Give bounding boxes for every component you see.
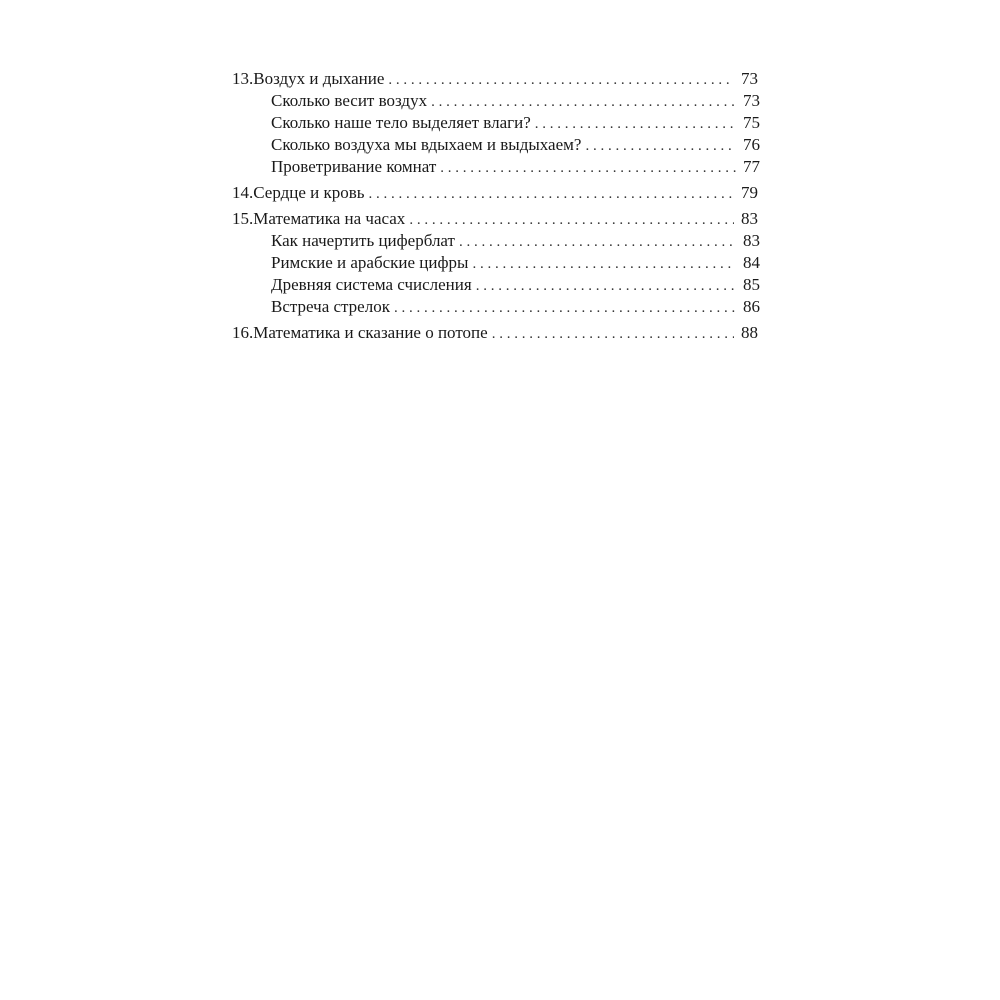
toc-entry[interactable] (232, 208, 760, 230)
page-number: 83 (741, 209, 758, 228)
dot-leader (535, 113, 736, 135)
toc-chapter-14 (232, 182, 760, 204)
section-title: Римские и арабские цифры (271, 253, 469, 272)
chapter-number: 15. (232, 209, 254, 228)
dot-leader (476, 275, 736, 297)
dot-leader (459, 231, 736, 253)
page-number: 76 (743, 135, 760, 154)
toc-subentry[interactable] (232, 134, 760, 156)
toc-entry[interactable] (232, 322, 760, 344)
dot-leader (492, 323, 734, 345)
toc-subentry[interactable] (232, 252, 760, 274)
page-number: 77 (743, 157, 760, 176)
toc-entry[interactable] (232, 68, 760, 90)
section-title: Сколько воздуха мы вдыхаем и выдыхаем? (271, 135, 582, 154)
toc-subentry[interactable] (232, 274, 760, 296)
dot-leader (394, 297, 736, 319)
page-number: 86 (743, 297, 760, 316)
chapter-title: Сердце и кровь (253, 183, 365, 202)
chapter-number: 13. (232, 69, 254, 88)
section-title: Сколько весит воздух (271, 91, 428, 110)
toc-chapter-13 (232, 68, 760, 178)
page-number: 84 (743, 253, 760, 272)
dot-leader (585, 135, 736, 157)
chapter-number: 16. (232, 323, 254, 342)
dot-leader (440, 157, 736, 179)
section-title: Как начертить циферблат (271, 231, 455, 250)
toc-subentry[interactable] (232, 90, 760, 112)
chapter-title: Математика на часах (253, 209, 406, 228)
dot-leader (472, 253, 736, 275)
dot-leader (409, 209, 734, 231)
table-of-contents (232, 68, 760, 348)
section-title: Древняя система счисления (271, 275, 472, 294)
chapter-title: Воздух и дыхание (253, 69, 385, 88)
page-number: 88 (741, 323, 758, 342)
page-number: 75 (743, 113, 760, 132)
toc-subentry[interactable] (232, 112, 760, 134)
section-title: Проветривание комнат (271, 157, 437, 176)
section-title: Встреча стрелок (271, 297, 390, 316)
toc-subentry[interactable] (232, 296, 760, 318)
dot-leader (369, 183, 734, 205)
chapter-title: Математика и сказание о потопе (253, 323, 488, 342)
page-number: 83 (743, 231, 760, 250)
section-title: Сколько наше тело выделяет влаги? (271, 113, 531, 132)
toc-subentry[interactable] (232, 156, 760, 178)
toc-chapter-15 (232, 208, 760, 318)
dot-leader (431, 91, 736, 113)
page-number: 85 (743, 275, 760, 294)
chapter-number: 14. (232, 183, 254, 202)
page-number: 73 (743, 91, 760, 110)
page-number: 73 (741, 69, 758, 88)
dot-leader (388, 69, 734, 91)
toc-subentry[interactable] (232, 230, 760, 252)
page-number: 79 (741, 183, 758, 202)
toc-entry[interactable] (232, 182, 760, 204)
toc-chapter-16 (232, 322, 760, 344)
